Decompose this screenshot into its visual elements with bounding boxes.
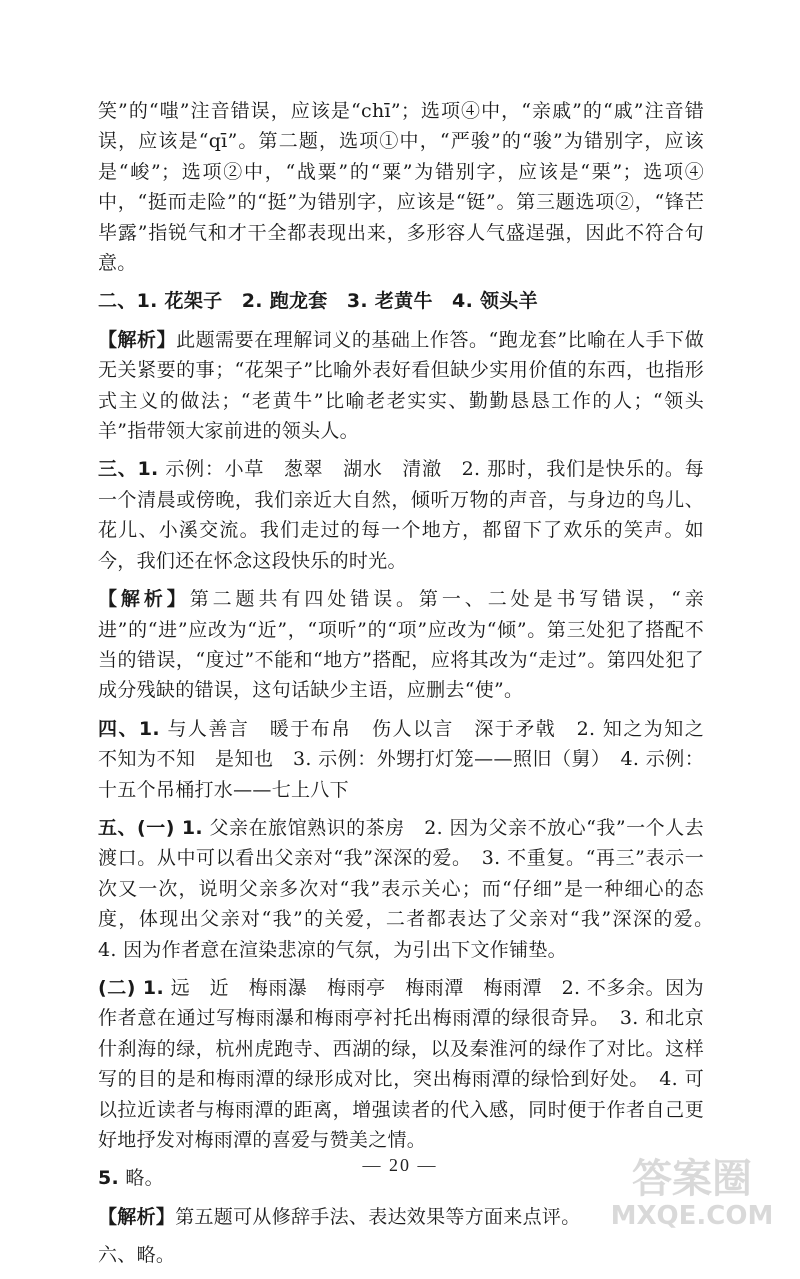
paragraph-11 [98, 1240, 704, 1270]
paragraph-3 [98, 325, 704, 447]
para-text: 远 近 梅雨瀑 梅雨亭 梅雨潭 梅雨潭 2. 不多余。因为作者意在通过写梅雨瀑和梅雨亭衬托出梅雨潭的绿很奇异。 3. 和北京什刹海的绿，杭州虎跑寺、西湖的绿，以及秦淮河的绿作了对比。这样写的目的是和梅雨潭的绿形成对比，突出梅雨潭的绿恰到好处。 4. 可以拉近读者与梅雨潭的距离，增强读者的代入感，同时便于作者自己更好地抒发对梅雨潭的喜爱与赞美之情。 [98, 976, 704, 1151]
paragraph-4 [98, 454, 704, 576]
paragraph-5 [98, 584, 704, 706]
para-text: 父亲在旅馆熟识的茶房 2. 因为父亲不放心“我”一个人去渡口。从中可以看出父亲对“我”深深的爱。 3. 不重复。“再三”表示一次又一次，说明父亲多次对“我”表示关心；而“仔细”是一种细心的态度，体现出父亲对“我”的关爱，二者都表达了父亲对“我”深深的爱。 4. 因为作者意在渲染悲凉的气氛，为引出下文作铺垫。 [98, 816, 724, 961]
watermark-line1: 答案圈 [632, 1156, 752, 1202]
para-text: 第五题可从修辞手法、表达效果等方面来点评。 [175, 1205, 581, 1228]
watermark-logo [592, 1148, 792, 1230]
paragraph-8 [98, 973, 704, 1155]
watermark-line2: MXQE.COM [610, 1201, 774, 1230]
para-tag: 5. [98, 1167, 120, 1190]
para-text: 第二题共有四处错误。第一、二处是书写错误，“亲进”的“进”应改为“近”，“项听”的“项”应改为“倾”。第三处犯了搭配不当的错误，“度过”不能和“地方”搭配，应将其改为“走过”。第四处犯了成分残缺的错误，这句话缺少主语，应删去“使”。 [98, 588, 705, 702]
para-text: 此题需要在理解词义的基础上作答。“跑龙套”比喻在人手下做无关紧要的事；“花架子”比喻外表好看但缺少实用价值的东西，也指形式主义的做法；“老黄牛”比喻老老实实、勤勤恳恳工作的人；“领头羊”指带领大家前进的领头人。 [98, 328, 705, 443]
para-text: 略。 [119, 1167, 164, 1190]
analysis-label: 【解析】 [98, 328, 177, 351]
analysis-label: 【解析】 [98, 1205, 176, 1228]
analysis-label: 【解析】 [98, 588, 190, 611]
para-text: 示例：小草 葱翠 湖水 清澈 2. 那时，我们是快乐的。每一个清晨或傍晚，我们亲近大自然，倾听万物的声音，与身边的鸟儿、花儿、小溪交流。我们走过的每一个地方，都留下了欢乐的笑声。如今，我们还在怀念这段快乐的时光。 [98, 458, 704, 572]
para-tag: 三、1. [98, 458, 159, 481]
paragraph-1 [98, 96, 704, 278]
para-tag: 二、1. 花架子 2. 跑龙套 3. 老黄牛 4. 领头羊 [98, 290, 538, 313]
para-text: 六、略。 [98, 1244, 176, 1267]
para-tag: (二) 1. [98, 976, 164, 999]
para-tag: 五、(一) 1. [98, 816, 203, 839]
para-tag: 四、1. [98, 717, 160, 740]
answer-content [98, 96, 724, 1279]
para-text: 笑”的“嗤”注音错误，应该是“chī”；选项④中，“亲戚”的“戚”注音错误，应该是“qī”。第二题，选项①中，“严骏”的“骏”为错别字，应该是“峻”；选项②中，“战粟”的“粟”为错别字，应该是“栗”；选项④中，“挺而走险”的“挺”为错别字，应该是“铤”。第三题选项②，“锋芒毕露”指锐气和才干全都表现出来，多形容人气盛逞强，因此不符合句意。 [98, 100, 704, 275]
paragraph-7 [98, 813, 724, 965]
page-number: — 20 — [362, 1155, 438, 1175]
para-text: 与人善言 暖于布帛 伤人以言 深于矛戟 2. 知之为知之 不知为不知 是知也 3. 示例：外甥打灯笼——照旧（舅） 4. 示例：十五个吊桶打水——七上八下 [98, 717, 724, 801]
paragraph-2 [98, 286, 704, 316]
paragraph-6 [98, 714, 724, 805]
